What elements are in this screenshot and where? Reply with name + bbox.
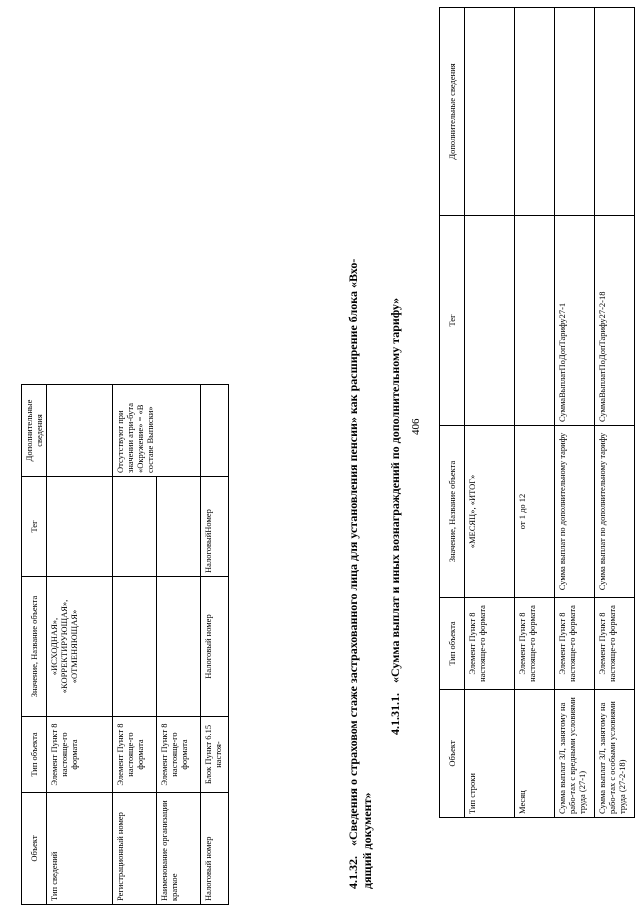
cell-type: Элемент Пункт 8 настояще-го формата <box>157 717 201 793</box>
column-header: Объект <box>440 690 465 818</box>
cell-type: Элемент Пункт 8 настояще-го формата <box>555 598 595 690</box>
table-row <box>47 385 113 905</box>
section-heading-4-1-31-1 <box>388 15 403 735</box>
column-header: Значение, Название объекта <box>440 426 465 598</box>
section-title: «Сведения о страховом стаже застрахованного лица для установления пенсии» как расширение блока «Вхо- <box>346 258 360 846</box>
cell-value <box>157 577 201 717</box>
table-row <box>555 8 595 818</box>
table-insurance-record <box>21 384 229 905</box>
cell-value <box>113 577 157 717</box>
cell-extra <box>47 385 113 477</box>
cell-tag <box>113 477 157 577</box>
section-title-continuation: дящий документ» <box>360 792 374 889</box>
cell-object: Месяц <box>515 690 555 818</box>
cell-value: Сумма выплат по дополнительному тарифу <box>595 426 635 598</box>
cell-type: Элемент Пункт 8 настояще-го формата <box>113 717 157 793</box>
cell-tag: СуммаВыплатПоДопТарифу27-1 <box>555 216 595 426</box>
table-row <box>465 8 515 818</box>
section-number: 4.1.32. <box>346 856 360 889</box>
column-header: Дополнительные сведения <box>22 385 47 477</box>
section-number: 4.1.31.1. <box>388 693 402 735</box>
cell-tag: СуммаВыплатПоДопТарифу27-2-18 <box>595 216 635 426</box>
cell-extra <box>595 8 635 216</box>
column-header: Объект <box>22 793 47 905</box>
section-title: «Сумма выплат и иных вознаграждений по дополнительному тарифу» <box>388 297 402 683</box>
cell-object: Налоговый номер <box>201 793 229 905</box>
table-row <box>515 8 555 818</box>
cell-type: Элемент Пункт 8 настояще-го формата <box>595 598 635 690</box>
table-row <box>595 8 635 818</box>
cell-extra <box>515 8 555 216</box>
cell-value: Налоговый номер <box>201 577 229 717</box>
cell-value: «ИСХОДНАЯ», «КОРРЕКТИРУЮЩАЯ», «ОТМЕНЯЮЩАЯ» <box>47 577 113 717</box>
cell-object: Наименование организации краткое <box>157 793 201 905</box>
table-header-row <box>22 385 47 905</box>
cell-value: от 1 до 12 <box>515 426 555 598</box>
cell-extra <box>201 385 229 477</box>
column-header: Тег <box>440 216 465 426</box>
cell-extra: Отсутствуют при значении атри-бута «Окружение» = «В составе Выписки» <box>113 385 201 477</box>
table-row <box>113 385 157 905</box>
section-heading-4-1-32 <box>346 9 361 889</box>
table-header-row <box>440 8 465 818</box>
cell-tag <box>47 477 113 577</box>
cell-extra <box>465 8 515 216</box>
cell-type: Элемент Пункт 8 настояще-го формата <box>465 598 515 690</box>
column-header: Дополнительные сведения <box>440 8 465 216</box>
column-header: Тег <box>22 477 47 577</box>
table-additional-tariff <box>439 7 635 818</box>
cell-tag: НалоговыйНомер <box>201 477 229 577</box>
cell-tag <box>465 216 515 426</box>
table-row <box>201 385 229 905</box>
cell-extra <box>555 8 595 216</box>
column-header: Тип объекта <box>440 598 465 690</box>
cell-object: Регистрационный номер <box>113 793 157 905</box>
cell-object: Сумма выплат ЗЛ, занятому на рабо-тах с вредными условиями труда (27-1) <box>555 690 595 818</box>
cell-object: Сумма выплат ЗЛ, занятому на рабо-тах с особыми условиями труда (27-2-18) <box>595 690 635 818</box>
cell-type: Элемент Пункт 8 настояще-го формата <box>47 717 113 793</box>
cell-type: Элемент Пункт 8 настояще-го формата <box>515 598 555 690</box>
cell-tag <box>157 477 201 577</box>
cell-object: Тип строки <box>465 690 515 818</box>
cell-value: «МЕСЯЦ», «ИТОГ» <box>465 426 515 598</box>
column-header: Значение, Название объекта <box>22 577 47 717</box>
cell-type: Блок Пункт 6.15 настоя- <box>201 717 229 793</box>
cell-object: Тип сведений <box>47 793 113 905</box>
cell-tag <box>515 216 555 426</box>
cell-value: Сумма выплат по дополнительному тарифу <box>555 426 595 598</box>
page-number: 406 <box>410 418 422 435</box>
column-header: Тип объекта <box>22 717 47 793</box>
